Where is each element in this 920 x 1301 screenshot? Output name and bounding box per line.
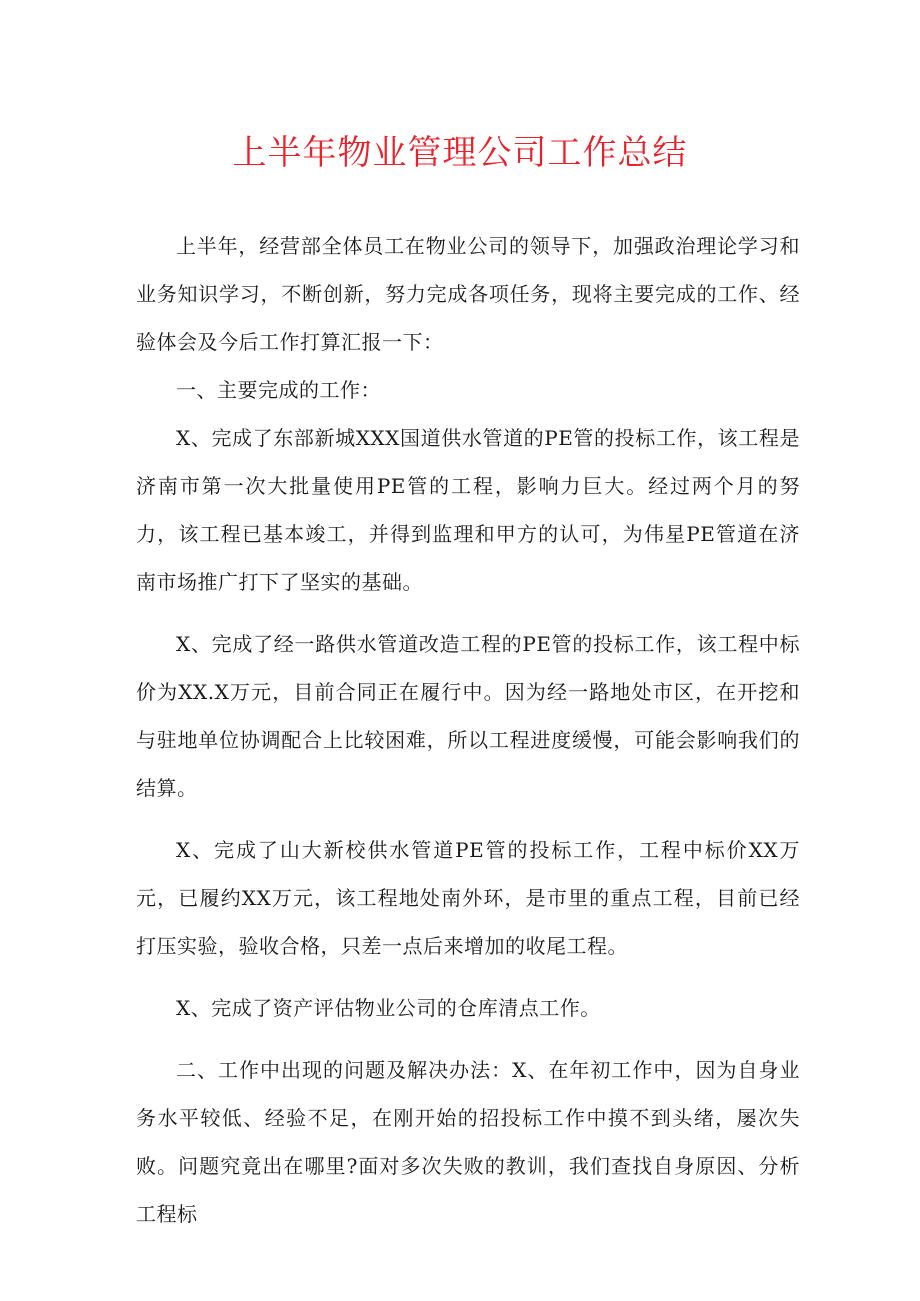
- section-heading-main-work: 一、主要完成的工作：: [176, 378, 381, 402]
- work-item-paragraph: X、完成了山大新校供水管道PE管的投标工作，工程中标价XX万元，已履约XX万元，该工程地处南外环，是市里的重点工程，目前已经打压实验，验收合格，只差一点后来增加的收尾工程。: [136, 838, 800, 958]
- work-item-paragraph: X、完成了资产评估物业公司的仓库清点工作。: [176, 996, 601, 1020]
- intro-paragraph: 上半年，经营部全体员工在物业公司的领导下，加强政治理论学习和业务知识学习，不断创新，努力完成各项任务，现将主要完成的工作、经验体会及今后工作打算汇报一下：: [136, 234, 800, 354]
- problems-paragraph: 二、工作中出现的问题及解决办法：X、在年初工作中，因为自身业务水平较低、经验不足，在刚开始的招投标工作中摸不到头绪，屡次失败。问题究竟出在哪里?面对多次失败的教训，我们查找自身原因、分析工程标: [136, 1058, 800, 1226]
- work-item-paragraph: X、完成了东部新城XXX国道供水管道的PE管的投标工作，该工程是济南市第一次大批量使用PE管的工程，影响力巨大。经过两个月的努力，该工程已基本竣工，并得到监理和甲方的认可，为伟星PE管道在济南市场推广打下了坚实的基础。: [136, 426, 800, 594]
- document-title: 上半年物业管理公司工作总结: [232, 133, 688, 173]
- document-body: [136, 222, 800, 1238]
- work-item-paragraph: X、完成了经一路供水管道改造工程的PE管的投标工作，该工程中标价为XX.X万元，目前合同正在履行中。因为经一路地处市区，在开挖和与驻地单位协调配合上比较困难，所以工程进度缓慢，可能会影响我们的结算。: [136, 632, 800, 800]
